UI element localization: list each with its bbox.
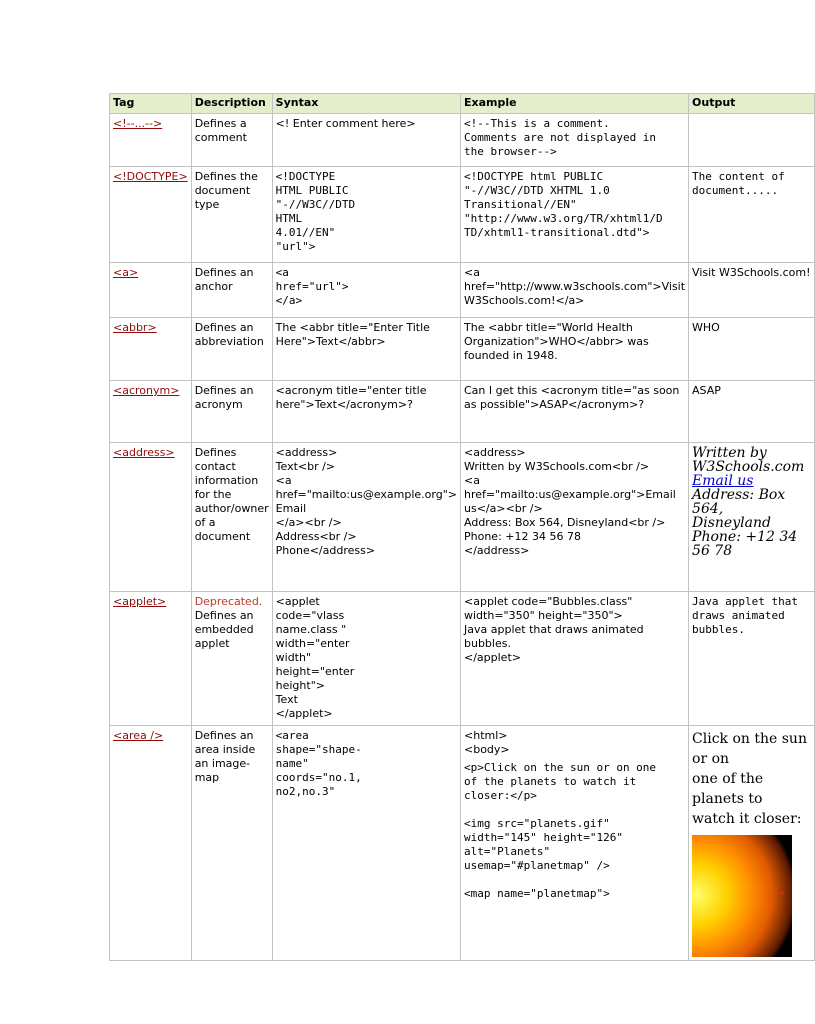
description-cell <box>191 592 272 726</box>
example-cell: <applet code="Bubbles.class" width="350" height="350"> Java applet that draws animated bubbles. </applet> <box>461 592 689 726</box>
address-details: Address: Box 564, Disneyland Phone: +12 34 56 78 <box>692 487 798 559</box>
table-row <box>110 318 815 381</box>
syntax-cell: <!DOCTYPE HTML PUBLIC "-//W3C//DTD HTML 4.01//EN" "url"> <box>272 167 460 263</box>
tag-link-doctype[interactable]: <!DOCTYPE> <box>113 170 188 183</box>
syntax-cell: The <abbr title="Enter Title Here">Text</abbr> <box>272 318 460 381</box>
syntax-cell: <acronym title="enter title here">Text</acronym>? <box>272 381 460 443</box>
table-row <box>110 381 815 443</box>
example-cell: <!--This is a comment. Comments are not displayed in the browser--> <box>461 114 689 167</box>
description-cell: Defines the document type <box>191 167 272 263</box>
syntax-cell: <applet code="vlass name.class " width="enter width" height="enter height"> Text </applet> <box>272 592 460 726</box>
header-output: Output <box>689 94 814 114</box>
table-row <box>110 167 815 263</box>
description-cell: Defines a comment <box>191 114 272 167</box>
output-cell: Visit W3Schools.com! <box>689 263 814 318</box>
tag-cell <box>110 443 192 592</box>
tag-cell <box>110 114 192 167</box>
example-cell: <address> Written by W3Schools.com<br /> <a href="mailto:us@example.org">Email us</a><br /> Address: Box 564, Disneyland<br /> Phone: +12 34 56 78 </address> <box>461 443 689 592</box>
planets-caption: Click on the sun or on one of the planets to watch it closer: <box>692 731 807 827</box>
tag-link-area[interactable]: <area /> <box>113 729 164 742</box>
table-header-row <box>110 94 815 114</box>
tag-link-a[interactable]: <a> <box>113 266 139 279</box>
output-cell: Java applet that draws animated bubbles. <box>689 592 814 726</box>
description-text: Defines an embedded applet <box>194 609 254 650</box>
tag-cell <box>110 167 192 263</box>
description-cell: Defines an abbreviation <box>191 318 272 381</box>
example-html-body: <html> <body> <box>464 729 510 756</box>
description-cell: Defines an anchor <box>191 263 272 318</box>
tag-cell <box>110 263 192 318</box>
table-row <box>110 114 815 167</box>
description-cell: Defines an acronym <box>191 381 272 443</box>
tag-cell <box>110 592 192 726</box>
tag-cell <box>110 726 192 961</box>
deprecated-label: Deprecated. <box>194 595 263 608</box>
planet-dot <box>780 891 784 895</box>
table-row <box>110 592 815 726</box>
output-cell: WHO <box>689 318 814 381</box>
example-cell: The <abbr title="World Health Organization">WHO</abbr> was founded in 1948. <box>461 318 689 381</box>
header-description: Description <box>191 94 272 114</box>
example-cell <box>461 726 689 961</box>
description-cell: Defines contact information for the author/owner of a document <box>191 443 272 592</box>
output-cell: ASAP <box>689 381 814 443</box>
header-tag: Tag <box>110 94 192 114</box>
example-cell: <!DOCTYPE html PUBLIC "-//W3C//DTD XHTML 1.0 Transitional//EN" "http://www.w3.org/TR/xhtml1/D TD/xhtml1-transitional.dtd"> <box>461 167 689 263</box>
html-tag-reference-table <box>109 93 815 961</box>
header-syntax: Syntax <box>272 94 460 114</box>
tag-link-comment[interactable]: <!--...--> <box>113 117 163 130</box>
tag-cell <box>110 318 192 381</box>
syntax-cell: <area shape="shape- name" coords="no.1, no2,no.3" <box>272 726 460 961</box>
syntax-cell: <a href="url"> </a> <box>272 263 460 318</box>
email-us-link[interactable]: Email us <box>692 473 754 489</box>
output-cell <box>689 443 814 592</box>
table-row <box>110 443 815 592</box>
output-cell <box>689 114 814 167</box>
tag-link-address[interactable]: <address> <box>113 446 175 459</box>
header-example: Example <box>461 94 689 114</box>
syntax-cell: <address> Text<br /> <a href="mailto:us@example.org"> Email </a><br /> Address<br /> Phone</address> <box>272 443 460 592</box>
example-cell: <a href="http://www.w3schools.com">Visit W3Schools.com!</a> <box>461 263 689 318</box>
tag-link-acronym[interactable]: <acronym> <box>113 384 180 397</box>
example-code: <p>Click on the sun or on one of the planets to watch it closer:</p> <img src="planets.gif" width="145" height="126" alt="Planets" usemap="#planetmap" /> <map name="planetmap"> <box>464 761 657 900</box>
tag-cell <box>110 381 192 443</box>
output-cell: The content of document..... <box>689 167 814 263</box>
syntax-cell: <! Enter comment here> <box>272 114 460 167</box>
table-row <box>110 726 815 961</box>
tag-link-applet[interactable]: <applet> <box>113 595 167 608</box>
example-cell: Can I get this <acronym title="as soon as possible">ASAP</acronym>? <box>461 381 689 443</box>
description-cell: Defines an area inside an image-map <box>191 726 272 961</box>
address-written-by: Written by W3Schools.com <box>692 445 805 475</box>
planets-image[interactable] <box>692 835 792 957</box>
output-cell <box>689 726 814 961</box>
table-row <box>110 263 815 318</box>
tag-link-abbr[interactable]: <abbr> <box>113 321 157 334</box>
